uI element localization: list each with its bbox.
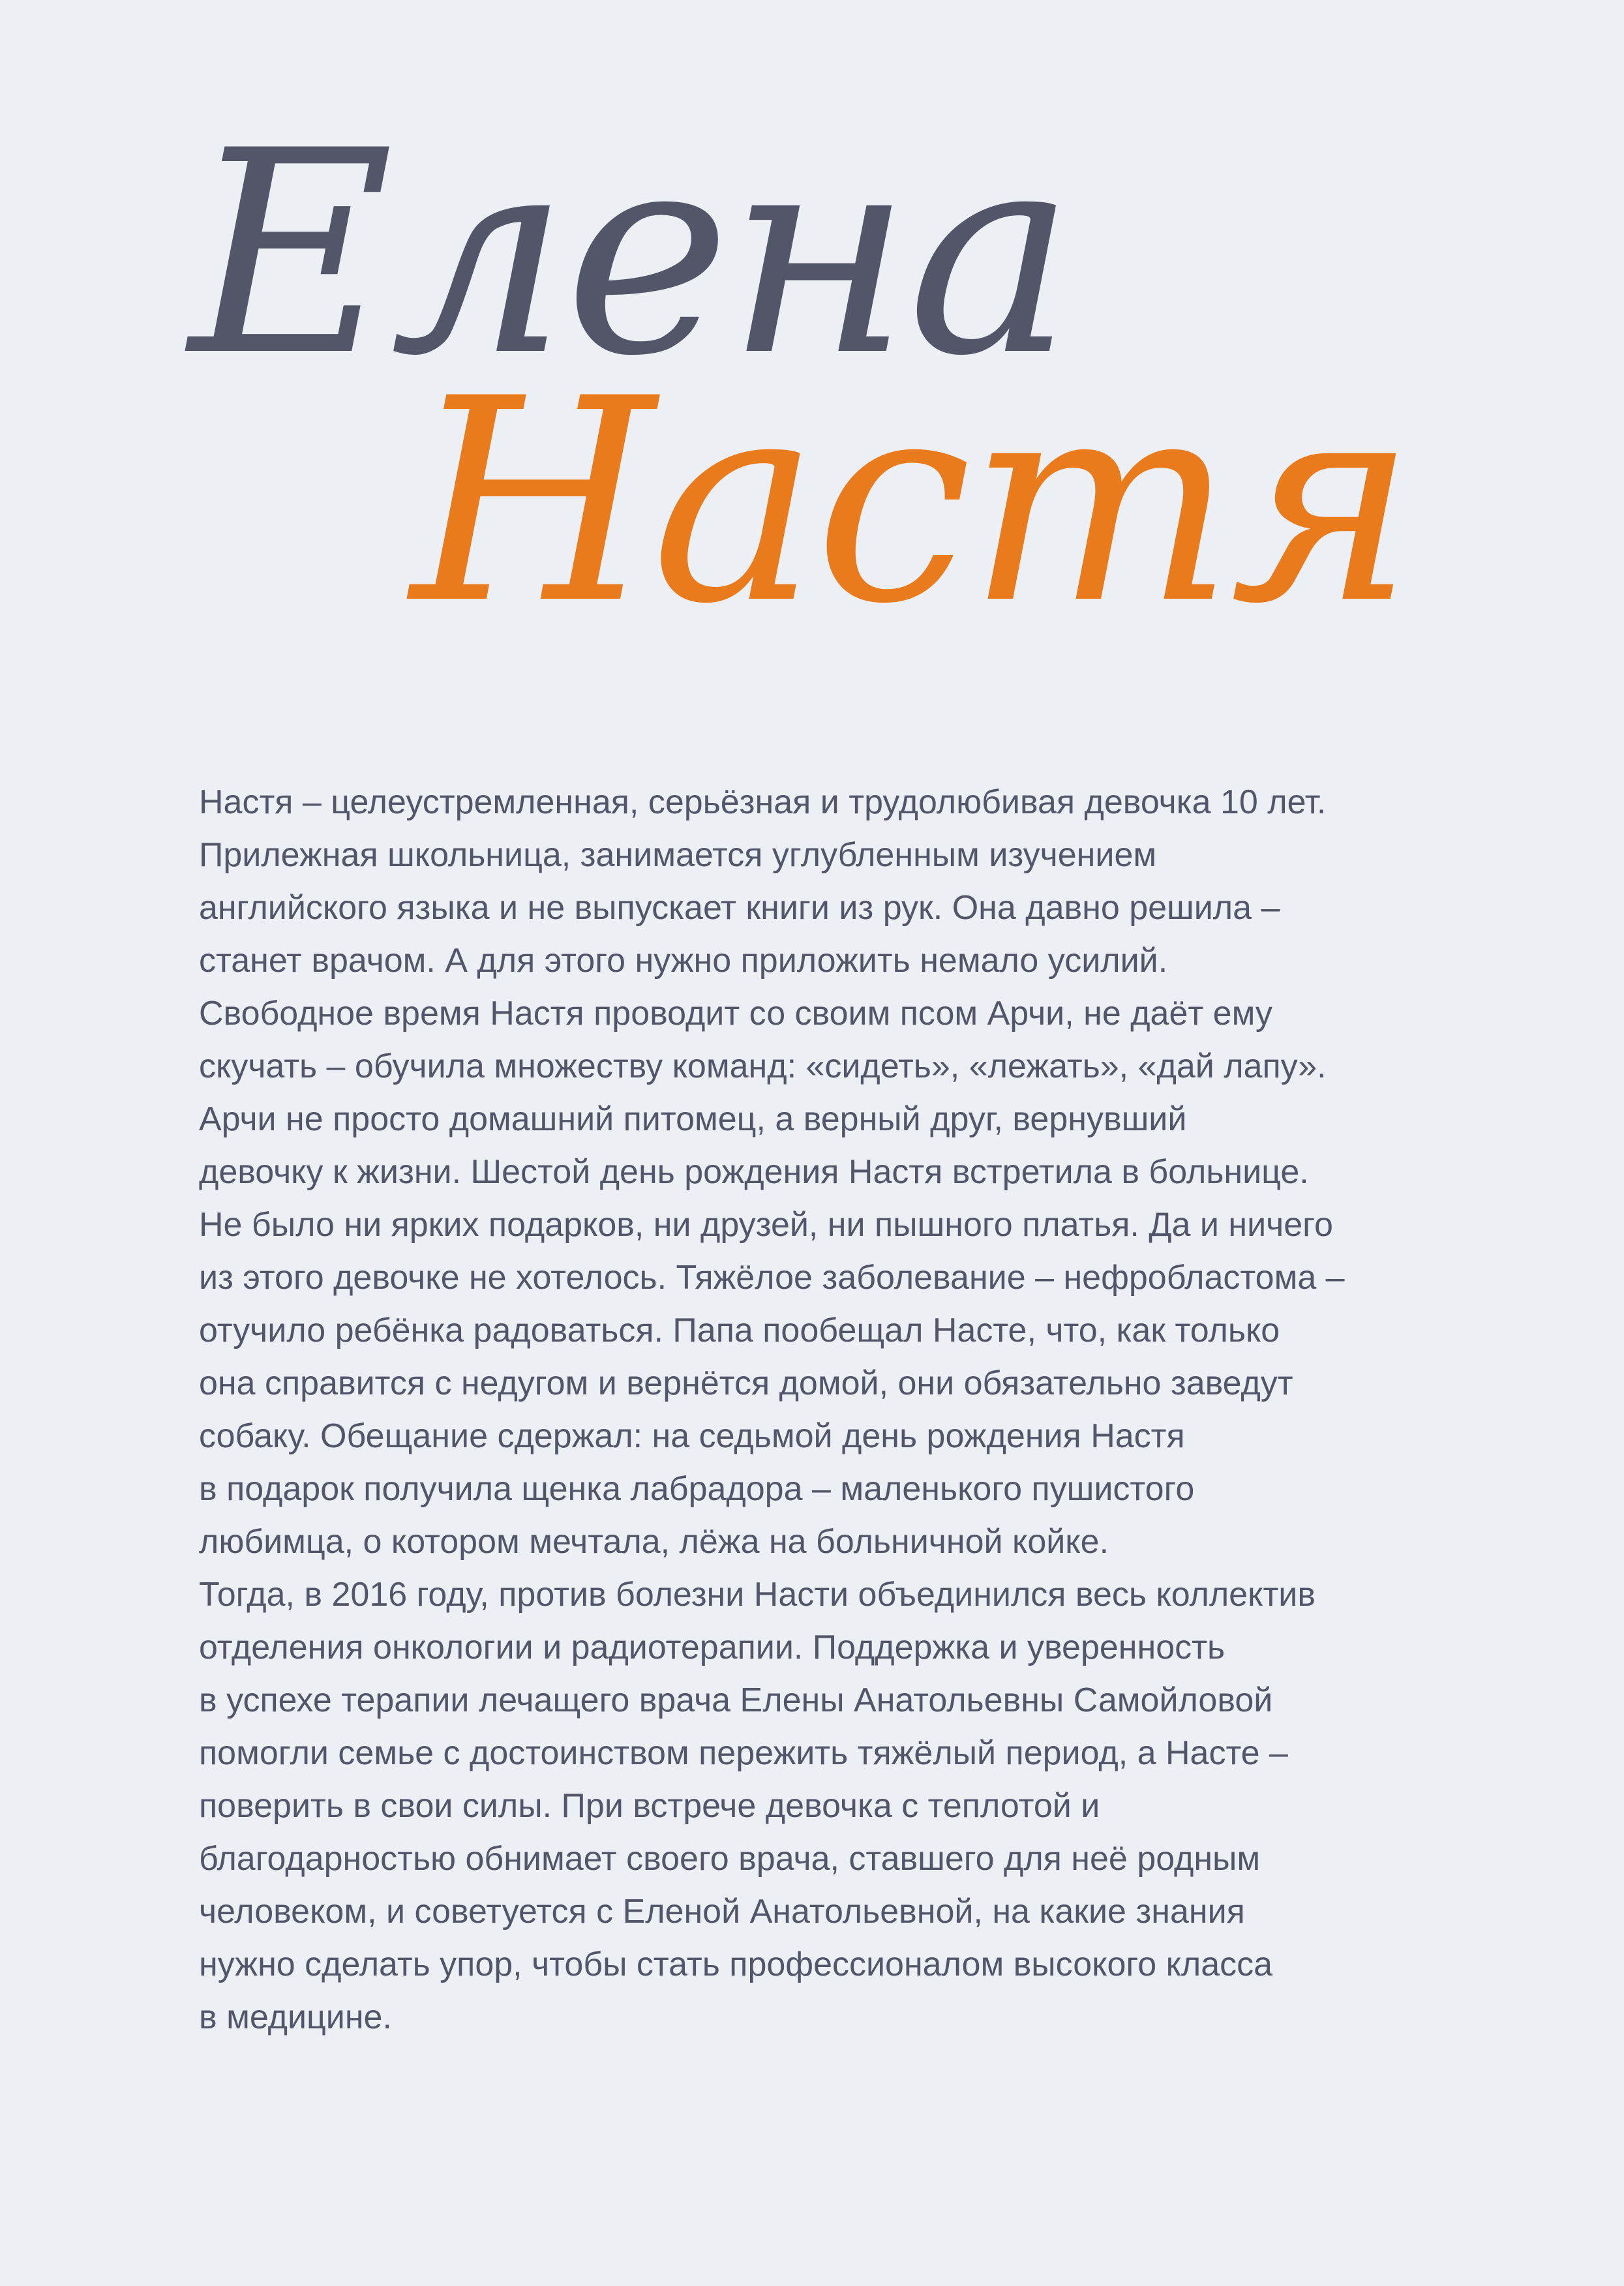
story-line: поверить в свои силы. При встрече девочка с теплотой и xyxy=(199,1787,1100,1825)
story-line: Арчи не просто домашний питомец, а верный друг, вернувший xyxy=(199,1100,1187,1138)
story-line: в подарок получила щенка лабрадора – маленького пушистого xyxy=(199,1470,1195,1508)
story-line: Прилежная школьница, занимается углубленным изучением xyxy=(199,836,1157,874)
story-line: Тогда, в 2016 году, против болезни Насти объединился весь коллектив xyxy=(199,1576,1316,1614)
story-line: девочку к жизни. Шестой день рождения Настя встретила в больнице. xyxy=(199,1153,1309,1191)
story-line: станет врачом. А для этого нужно приложить немало усилий. xyxy=(199,942,1168,980)
story-line: она справится с недугом и вернётся домой, они обязательно заведут xyxy=(199,1364,1293,1402)
title-doctor-name: Елена xyxy=(189,91,1071,417)
story-line: помогли семье с достоинством пережить тяжёлый период, а Насте – xyxy=(199,1734,1288,1772)
story-line: нужно сделать упор, чтобы стать профессионалом высокого класса xyxy=(199,1946,1273,1983)
story-line: отучило ребёнка радоваться. Папа пообещал Насте, что, как только xyxy=(199,1312,1280,1349)
story-line: отделения онкологии и радиотерапии. Поддержка и уверенность xyxy=(199,1629,1226,1666)
story-line: английского языка и не выпускает книги из рук. Она давно решила – xyxy=(199,889,1280,927)
story-line: Настя – целеустремленная, серьёзная и трудолюбивая девочка 10 лет. xyxy=(199,783,1327,821)
title-patient-name: Настя xyxy=(411,339,1412,665)
story-line: скучать – обучила множеству команд: «сидеть», «лежать», «дай лапу». xyxy=(199,1047,1327,1085)
story-line: Не было ни ярких подарков, ни друзей, ни пышного платья. Да и ничего xyxy=(199,1206,1333,1244)
story-line: собаку. Обещание сдержал: на седьмой день рождения Настя xyxy=(199,1417,1185,1455)
story-line: Свободное время Настя проводит со своим псом Арчи, не даёт ему xyxy=(199,995,1272,1032)
story-line: благодарностью обнимает своего врача, ставшего для неё родным xyxy=(199,1840,1261,1878)
story-line: человеком, и советуется с Еленой Анатольевной, на какие знания xyxy=(199,1893,1245,1931)
story-text xyxy=(199,776,1503,2044)
story-line: в медицине. xyxy=(199,1998,392,2036)
story-line: любимца, о котором мечтала, лёжа на больничной койке. xyxy=(199,1523,1109,1561)
story-line: из этого девочке не хотелось. Тяжёлое заболевание – нефробластома – xyxy=(199,1259,1345,1297)
story-line: в успехе терапии лечащего врача Елены Анатольевны Самойловой xyxy=(199,1681,1273,1719)
